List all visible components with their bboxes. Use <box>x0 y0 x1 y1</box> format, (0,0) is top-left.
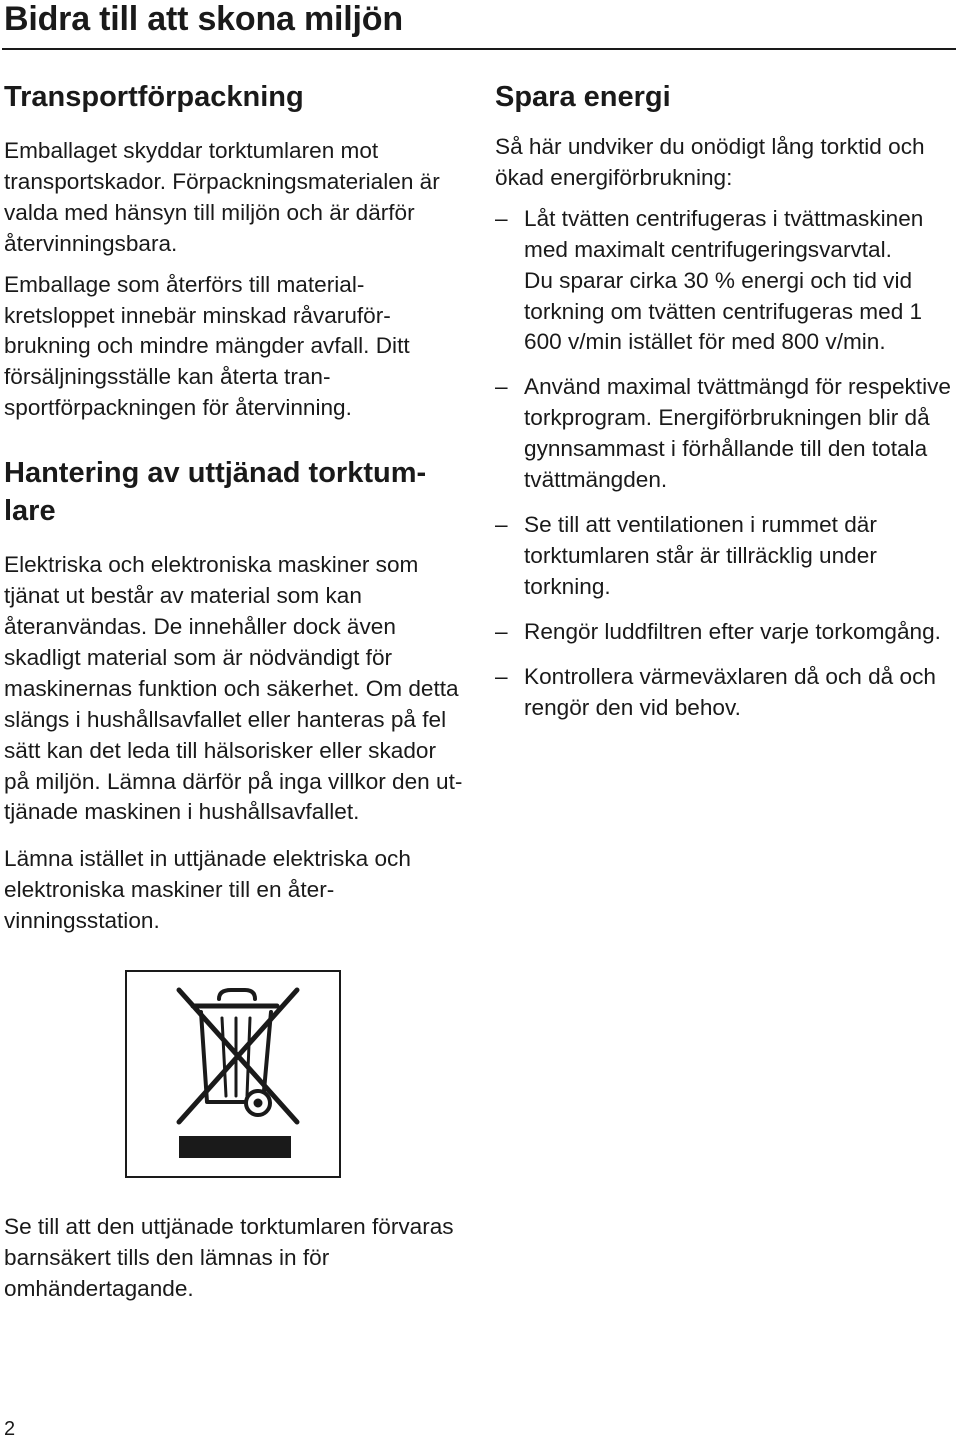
list-item <box>495 662 955 724</box>
page-number: 2 <box>4 1418 16 1440</box>
dash-bullet: – <box>495 511 508 537</box>
list-item <box>495 204 955 359</box>
crossed-out-wheelie-bin-icon <box>127 972 339 1176</box>
dash-bullet: – <box>495 374 508 400</box>
paragraph: Lämna istället in uttjänade elektriska och elektroniska maskiner till en återvinningsstation. <box>4 846 411 934</box>
page-title: Bidra till att skona miljön <box>4 0 403 38</box>
list-item-text: Se till att ventilationen i rummet där torktumlaren står är tillräcklig under torkning. <box>524 511 877 599</box>
paragraph: Elektriska och elektroniska maskiner som tjänat ut består av material som kan återanvändas. De innehåller dock även skadligt material som är nödvändigt för maskinernas funktion och säkerhet. Om detta slängs i hushållsavfallet eller hanteras på fel sätt kan det leda till hälsorisker eller skador på miljön. Lämna därför på inga villkor den uttjänade maskinen i hushållsavfallet. <box>4 552 463 825</box>
list-item <box>495 617 955 648</box>
weee-symbol <box>125 970 341 1178</box>
paragraph: Emballaget skyddar torktumlaren mot transportskador. Förpackningsmaterialen är valda med hänsyn till miljön och är därför återvinningsbara. <box>4 138 440 256</box>
dash-bullet: – <box>495 618 508 644</box>
list-item-text: Du sparar cirka 30 % energi och tid vid torkning om tvätten centrifugeras med 1 600 v/min istället för med 800 v/min. <box>524 267 923 355</box>
list-item-text: Rengör luddfiltren efter varje torkomgång. <box>524 618 941 644</box>
right-column <box>495 78 955 737</box>
paragraph-storage-notice: Se till att den uttjänade torktumlaren förvaras barnsäkert tills den lämnas in för omhändertagande. <box>4 1214 454 1301</box>
list-item <box>495 510 955 603</box>
dash-bullet: – <box>495 205 508 231</box>
list-item-text: Kontrollera värmeväxlaren då och då och rengör den vid behov. <box>524 663 936 720</box>
list-item-text: Använd maximal tvättmängd för respektive torkprogram. Energiförbrukningen blir då gynnsammast i förhållande till den totala tvättmängden. <box>524 374 951 493</box>
left-column <box>4 78 466 947</box>
dash-bullet: – <box>495 663 508 689</box>
list-item <box>495 372 955 496</box>
section-heading-disposal: Hantering av uttjänad torktumlare <box>4 457 427 528</box>
paragraph: Emballage som återförs till materialkretsloppet innebär minskad råvaruförbrukning och mindre mängder avfall. Ditt försäljningsställe kan återta transportförpackningen för återvinning. <box>4 271 410 421</box>
section-heading-transport-packaging: Transportförpackning <box>4 81 304 113</box>
section-heading-save-energy: Spara energi <box>495 81 671 113</box>
title-divider <box>2 48 956 50</box>
energy-tips-list <box>495 204 955 724</box>
paragraph-intro: Så här undviker du onödigt lång torktid och ökad energiförbrukning: <box>495 134 925 190</box>
list-item-text: Låt tvätten centrifugeras i tvättmaskinen med maximalt centrifugeringsvarvtal. <box>524 205 924 262</box>
